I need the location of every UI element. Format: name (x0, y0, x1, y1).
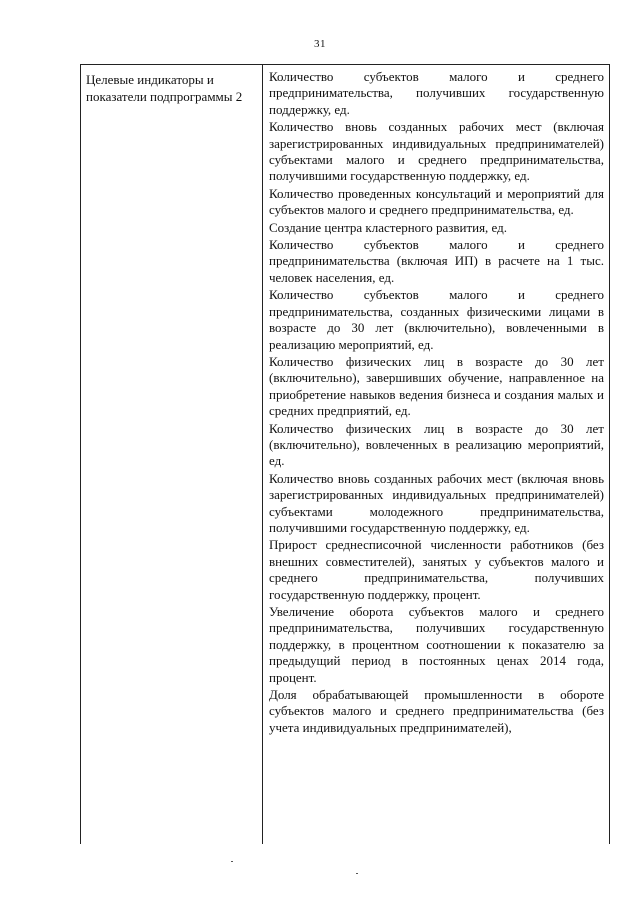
scan-speck (356, 873, 358, 874)
indicator-item: Количество вновь созданных рабочих мест (включая вновь зарегистрированных индивидуальных предпринимателей) субъектами молодежного предпринимательства, получившими государственную поддержку, ед. (269, 470, 604, 535)
indicator-item: Количество физических лиц в возрасте до 30 лет (включительно), вовлеченных в реализацию мероприятий, ед. (269, 420, 604, 469)
indicator-item: Количество субъектов малого и среднего предпринимательства (включая ИП) в расчете на 1 тыс. человек населения, ед. (269, 237, 604, 285)
indicator-item: Количество субъектов малого и среднего предпринимательства, получивших государственную поддержку, ед. (269, 69, 604, 117)
indicator-item: Доля обрабатывающей промышленности в обороте субъектов малого и среднего предпринимательства (без учета индивидуальных предпринимателей), (269, 687, 604, 735)
table-left-cell: Целевые индикаторы и показатели подпрограммы 2 (81, 65, 263, 844)
page-number: 31 (314, 38, 326, 50)
scan-speck (231, 861, 233, 862)
indicator-item: Количество вновь созданных рабочих мест (включая зарегистрированных индивидуальных предпринимателей) субъектами малого и среднего предпринимательства, получившими государственную поддержку, ед. (269, 119, 604, 184)
indicator-item: Количество физических лиц в возрасте до 30 лет (включительно), завершивших обучение, направленное на приобретение навыков ведения бизнеса и создания малых и средних предприятий, ед. (269, 353, 604, 419)
indicators-table (80, 64, 610, 844)
indicator-item: Количество проведенных консультаций и мероприятий для субъектов малого и среднего предпринимательства, ед. (269, 185, 604, 218)
indicator-item: Прирост среднесписочной численности работников (без внешних совместителей), занятых у субъектов малого и среднего предпринимательства, получивших государственную поддержку, процент. (269, 537, 604, 602)
indicator-item: Увеличение оборота субъектов малого и среднего предпринимательства, получивших государственную поддержку, в процентном соотношении к показателю за предыдущий период в постоянных ценах 2014 года, процент. (269, 604, 604, 685)
indicator-item: Создание центра кластерного развития, ед. (269, 219, 508, 235)
indicator-item: Количество субъектов малого и среднего предпринимательства, созданных физическими лицами в возрасте до 30 лет (включительно), вовлеченными в реализацию мероприятий, ед. (269, 287, 604, 352)
table-right-cell (263, 65, 609, 844)
